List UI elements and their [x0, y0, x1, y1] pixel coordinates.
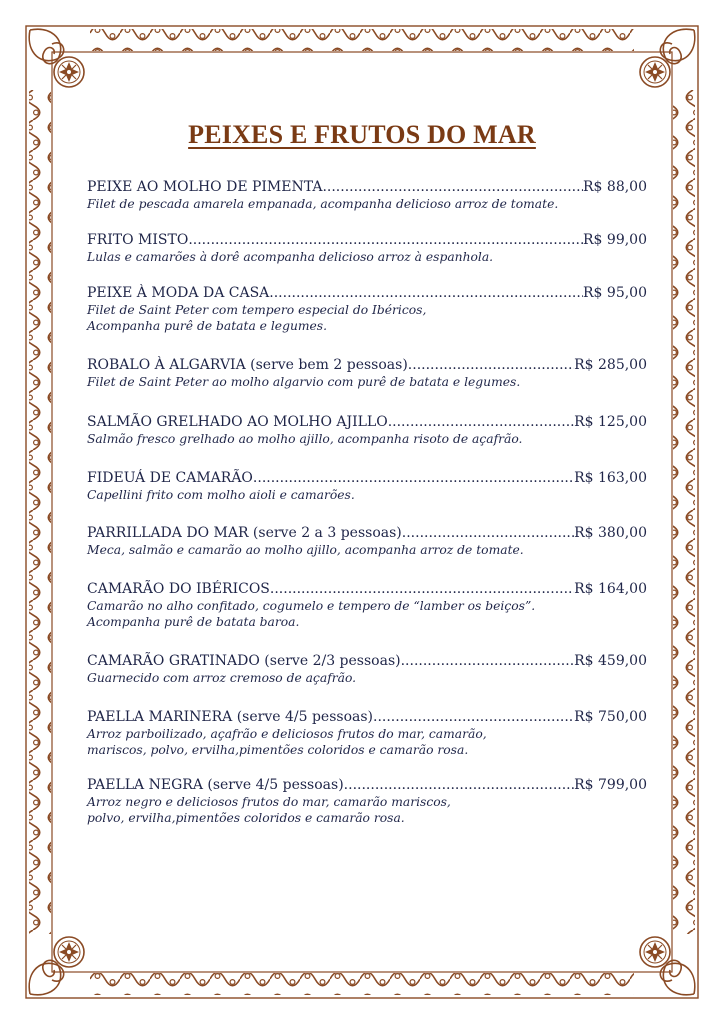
- dot-leader: [188, 231, 583, 249]
- item-description: Arroz parboilizado, açafrão e deliciosos frutos do mar, camarão,: [87, 727, 487, 741]
- item-name: PEIXE AO MOLHO DE PIMENTA: [87, 179, 323, 195]
- item-name: SALMÃO GRELHADO AO MOLHO AJILLO: [87, 414, 388, 430]
- menu-item: [87, 231, 647, 265]
- dot-leader: [322, 178, 583, 196]
- item-price: R$ 750,00: [574, 709, 647, 725]
- menu-item: [87, 356, 647, 390]
- menu-item: [87, 413, 647, 447]
- dot-leader: [269, 284, 583, 302]
- item-name: CAMARÃO GRATINADO (serve 2/3 pessoas): [87, 653, 401, 669]
- menu-item: [87, 580, 647, 630]
- menu-item: [87, 178, 647, 212]
- item-description: Filet de Saint Peter ao molho algarvio com purê de batata e legumes.: [87, 375, 521, 389]
- menu-item: [87, 524, 647, 558]
- dot-leader: [408, 356, 574, 374]
- item-name: FIDEUÁ DE CAMARÃO: [87, 470, 253, 486]
- item-description: Capellini frito com molho aioli e camarões.: [87, 488, 355, 502]
- item-price: R$ 459,00: [574, 653, 647, 669]
- dot-leader: [402, 524, 574, 542]
- menu-title: PEIXES E FRUTOS DO MAR: [188, 120, 536, 149]
- item-name: PAELLA MARINERA (serve 4/5 pessoas): [87, 709, 373, 725]
- item-description: mariscos, polvo, ervilha,pimentões coloridos e camarão rosa.: [87, 743, 469, 757]
- item-description: Filet de pescada amarela empanada, acompanha delicioso arroz de tomate.: [87, 197, 559, 211]
- menu-item: [87, 652, 647, 686]
- menu-item: [87, 776, 647, 826]
- dot-leader: [401, 652, 575, 670]
- item-description: Meca, salmão e camarão ao molho ajillo, acompanha arroz de tomate.: [87, 543, 524, 557]
- item-description: Acompanha purê de batata e legumes.: [87, 319, 328, 333]
- dot-leader: [253, 469, 574, 487]
- item-price: R$ 164,00: [574, 581, 647, 597]
- item-name: CAMARÃO DO IBÉRICOS: [87, 581, 270, 597]
- menu-item: [87, 284, 647, 334]
- item-price: R$ 95,00: [583, 285, 647, 301]
- item-description: Acompanha purê de batata baroa.: [87, 615, 300, 629]
- menu-title-block: [0, 120, 724, 150]
- item-name: FRITO MISTO: [87, 232, 189, 248]
- item-description: polvo, ervilha,pimentões coloridos e camarão rosa.: [87, 811, 405, 825]
- menu-item: [87, 708, 647, 758]
- item-price: R$ 125,00: [574, 414, 647, 430]
- item-description: Filet de Saint Peter com tempero especial do Ibéricos,: [87, 303, 427, 317]
- item-price: R$ 799,00: [574, 777, 647, 793]
- item-description: Lulas e camarões à dorê acompanha delicioso arroz à espanhola.: [87, 250, 494, 264]
- item-price: R$ 163,00: [574, 470, 647, 486]
- item-description: Salmão fresco grelhado ao molho ajillo, acompanha risoto de açafrão.: [87, 432, 523, 446]
- dot-leader: [270, 580, 574, 598]
- item-description: Guarnecido com arroz cremoso de açafrão.: [87, 671, 357, 685]
- item-price: R$ 380,00: [574, 525, 647, 541]
- dot-leader: [344, 776, 574, 794]
- item-description: Arroz negro e deliciosos frutos do mar, camarão mariscos,: [87, 795, 451, 809]
- dot-leader: [388, 413, 574, 431]
- item-name: PAELLA NEGRA (serve 4/5 pessoas): [87, 777, 344, 793]
- item-price: R$ 88,00: [583, 179, 647, 195]
- item-price: R$ 99,00: [583, 232, 647, 248]
- item-price: R$ 285,00: [574, 357, 647, 373]
- item-name: PARRILLADA DO MAR (serve 2 a 3 pessoas): [87, 525, 402, 541]
- item-name: PEIXE À MODA DA CASA: [87, 285, 270, 301]
- item-description: Camarão no alho confitado, cogumelo e tempero de “lamber os beiços”.: [87, 599, 536, 613]
- menu-item: [87, 469, 647, 503]
- dot-leader: [373, 708, 574, 726]
- item-name: ROBALO À ALGARVIA (serve bem 2 pessoas): [87, 357, 408, 373]
